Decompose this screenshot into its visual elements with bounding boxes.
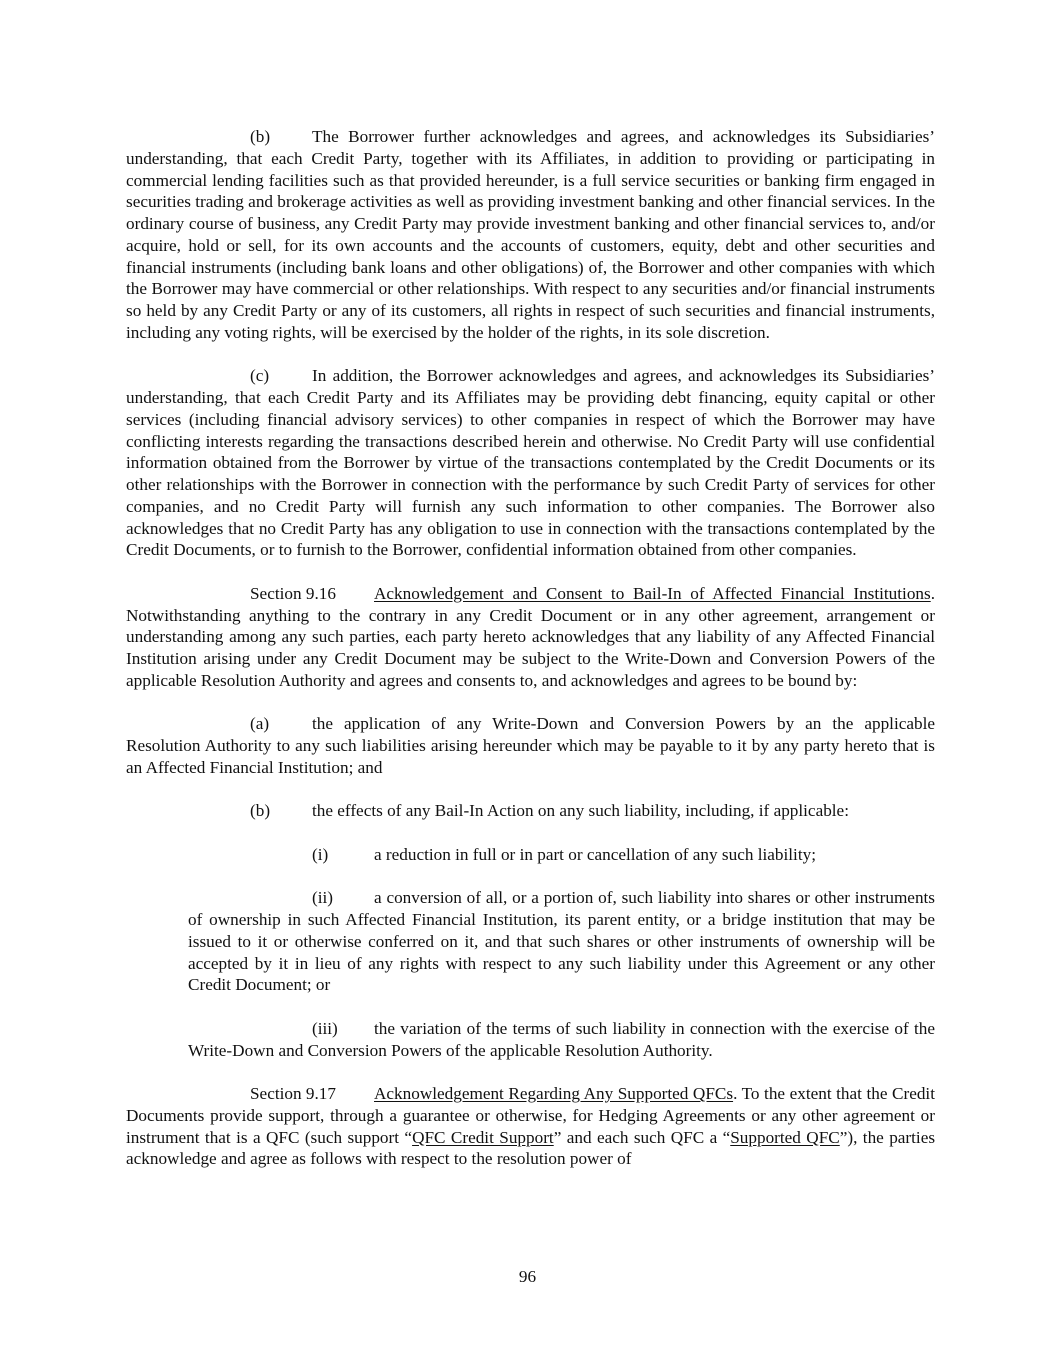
clause-text: the application of any Write-Down and Conversion Powers by an the applicable Resolution Authority to any such liabilities arising hereunder which may be payable to it by any party hereto that is an Affected Financial Institution; and bbox=[126, 714, 935, 777]
paragraph-text: In addition, the Borrower acknowledges and agrees, and acknowledges its Subsidiaries’ understanding, that each Credit Party and its Affiliates may be providing debt financing, equity capital or other services (including financial advisory services) to other companies in respect of which the Borrower may have conflicting interests regarding the transactions described herein and otherwise. No Credit Party will use confidential information obtained from the Borrower by virtue of the transactions contemplated by the Credit Documents or its other relationships with the Borrower in connection with the performance by such Credit Party of services for other companies, and no Credit Party will furnish any such information to other companies. The Borrower also acknowledges that no Credit Party has any obligation to use in connection with the transactions contemplated by the Credit Documents, or to furnish to the Borrower, confidential information obtained from other companies. bbox=[126, 366, 935, 560]
clause-label: (ii) bbox=[312, 888, 333, 908]
clause-text: a reduction in full or in part or cancellation of any such liability; bbox=[374, 844, 816, 864]
section-number: Section 9.16 bbox=[250, 583, 336, 603]
section-body: ” and each such QFC a “ bbox=[553, 1127, 731, 1147]
section-number: Section 9.17 bbox=[250, 1084, 336, 1103]
page-number: 96 bbox=[518, 1267, 537, 1286]
section-9-16 bbox=[126, 583, 935, 692]
clause-label: (i) bbox=[312, 844, 329, 864]
clause-label: (b) bbox=[250, 801, 271, 821]
section-body: . Notwithstanding anything to the contrary in any Credit Document or in any other agreement, arrangement or understanding among any such parties, each party hereto acknowledges that any liability of any Affected Financial Institution arising under any Credit Document may be subject to the Write-Down and Conversion Powers of the applicable Resolution Authority and agrees and consents to, and acknowledges and agrees to be bound by: bbox=[126, 583, 935, 690]
clause-ii bbox=[188, 887, 935, 996]
clause-b bbox=[126, 800, 935, 822]
section-body: ”), the parties acknowledge and agree as follows with respect to the resolution power of bbox=[126, 1127, 936, 1169]
clause-label: (a) bbox=[250, 714, 270, 734]
section-9-17 bbox=[126, 1083, 935, 1170]
defined-term: Supported QFC bbox=[730, 1127, 840, 1147]
clause-i bbox=[126, 844, 935, 866]
document-page bbox=[126, 126, 935, 1170]
paragraph-label: (b) bbox=[250, 127, 271, 146]
clause-a bbox=[126, 713, 935, 778]
paragraph-label: (c) bbox=[250, 366, 270, 386]
paragraph-c bbox=[126, 365, 935, 561]
clause-text: the variation of the terms of such liability in connection with the exercise of the Write-Down and Conversion Powers of the applicable Resolution Authority. bbox=[188, 1018, 935, 1060]
paragraph-text: The Borrower further acknowledges and agrees, and acknowledges its Subsidiaries’ understanding, that each Credit Party, together with its Affiliates, in addition to providing or participating in commercial lending facilities such as that provided hereunder, is a full service securities or banking firm engaged in securities trading and brokerage activities as well as providing investment banking and other financial services. In the ordinary course of business, any Credit Party may provide investment banking and other financial services to, and/or acquire, hold or sell, for its own accounts and the accounts of customers, equity, debt and other securities and financial instruments (including bank loans and other obligations) of, the Borrower and other companies with which the Borrower may have commercial or other relationships. With respect to any securities and/or financial instruments so held by any Credit Party or any of its customers, all rights in respect of such securities and financial instruments, including any voting rights, will be exercised by the holder of the rights, in its sole discretion. bbox=[126, 127, 935, 342]
clause-text: the effects of any Bail-In Action on any such liability, including, if applicable: bbox=[312, 801, 849, 821]
clause-label: (iii) bbox=[312, 1018, 338, 1038]
defined-term: QFC Credit Support bbox=[412, 1127, 554, 1147]
section-title: Acknowledgement Regarding Any Supported QFCs bbox=[374, 1084, 734, 1103]
section-title: Acknowledgement and Consent to Bail-In of Affected Financial Institutions bbox=[374, 583, 931, 603]
paragraph-b bbox=[126, 126, 935, 344]
clause-iii bbox=[188, 1018, 935, 1062]
section-body: . To the extent that the Credit Documents provide support, through a guarantee or otherwise, for Hedging Agreements or any other agreement or instrument that is a QFC (such support “ bbox=[126, 1084, 935, 1147]
clause-text: a conversion of all, or a portion of, such liability into shares or other instruments of ownership in such Affected Financial Institution, its parent entity, or a bridge institution that may be issued to it or otherwise conferred on it, and that such shares or other instruments of ownership will be accepted by it in lieu of any rights with respect to any such liability under this Agreement or any other Credit Document; or bbox=[188, 888, 935, 995]
